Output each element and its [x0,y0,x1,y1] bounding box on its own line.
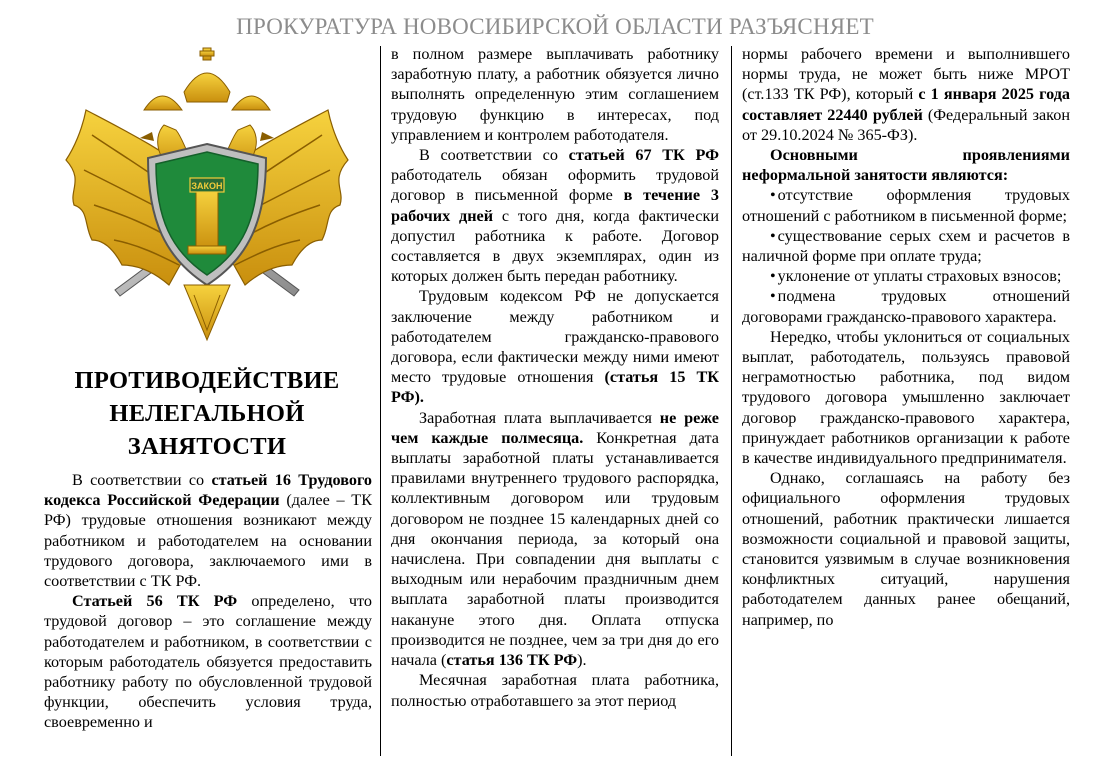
shield-law-label: ЗАКОН [191,181,223,191]
list-item: • отсутствие оформления трудовых отношений с работником в письменной форме; [742,185,1070,225]
column-3 [742,44,1070,630]
prosecutor-eagle-emblem-icon [44,40,370,358]
column-divider-left [380,46,381,756]
list-item: • уклонение от уплаты страховых взносов; [742,266,1070,286]
paragraph: в полном размере выплачивать работнику заработную плату, а работник обязуется лично выполнять определенную этим соглашением трудовую функцию в интересах, под управлением и контролем работодателя. [391,45,719,144]
page-header: ПРОКУРАТУРА НОВОСИБИРСКОЙ ОБЛАСТИ РАЗЪЯСНЯЕТ [236,14,874,39]
column-1 [44,470,372,733]
list-item: • подмена трудовых отношений договорами гражданско-правового характера. [742,286,1070,326]
paragraph: Статьей 56 ТК РФ определено, что трудовой договор – это соглашение между работодателем и работником, в соответствии с которым работодатель обязуется предоставить работнику работу по обусловленной трудовой функции, обеспечить условия труда, своевременно и [44,592,373,732]
list-item: • существование серых схем и расчетов в наличной форме при оплате труда; [742,226,1070,266]
paragraph: Месячная заработная плата работника, полностью отработавшего за этот период [391,671,719,710]
paragraph: Заработная плата выплачивается не реже чем каждые полмесяца. Конкретная дата выплаты заработной платы устанавливается правилами внутреннего трудового распорядка, коллективным договором или трудовым договором не позднее 15 календарных дней со дня окончания периода, за который она начислена. При совпадении дня выплаты с выходным или нерабочим праздничным днем выплата заработной платы производится накануне этого дня. Оплата отпуска производится не позднее, чем за три дня до его начала (статья 136 ТК РФ). [391,408,719,670]
paragraph: Однако, соглашаясь на работу без официального оформления трудовых отношений, работник практически лишается возможности социальной и правовой защиты, становится уязвимым в случае возникновения конфликтных ситуаций, нарушения работодателем данных ранее обещаний, например, по [742,469,1070,629]
paragraph: В соответствии со статьей 16 Трудового кодекса Российской Федерации (далее – ТК РФ) трудовые отношения возникают между работником и работодателем на основании трудового договора, заключаемого ими в соответствии с ТК РФ. [44,471,372,591]
paragraph-lead: Основными проявлениями неформальной занятости являются: [742,146,1070,185]
paragraph: Нередко, чтобы уклониться от социальных выплат, работодатель, пользуясь правовой неграмотностью работника, под видом трудового договора умышленно заключает договор гражданско-правового характера, принуждает работников организации к работе в качестве индивидуального предпринимателя. [742,327,1070,468]
paragraph: нормы рабочего времени и выполнившего нормы труда, не может быть ниже МРОТ (ст.133 ТК РФ), который с 1 января 2025 года составляет 22440 рублей (Федеральный закон от 29.10.2024 № 365-ФЗ). [742,45,1070,144]
paragraph: Трудовым кодексом РФ не допускается заключение между работником и работодателем гражданско-правового договора, если фактически между ними имеют место трудовые отношения (статья 15 ТК РФ). [391,287,719,407]
document-title: ПРОТИВОДЕЙСТВИЕ НЕЛЕГАЛЬНОЙ ЗАНЯТОСТИ [74,367,340,460]
column-2 [391,44,719,711]
column-divider-right [731,46,732,756]
paragraph: В соответствии со статьей 67 ТК РФ работодатель обязан оформить трудовой договор в письменной форме в течение 3 рабочих дней с того дня, когда фактически допустил работника к работе. Договор составляется в двух экземплярах, один из которых должен быть передан работнику. [391,146,719,286]
